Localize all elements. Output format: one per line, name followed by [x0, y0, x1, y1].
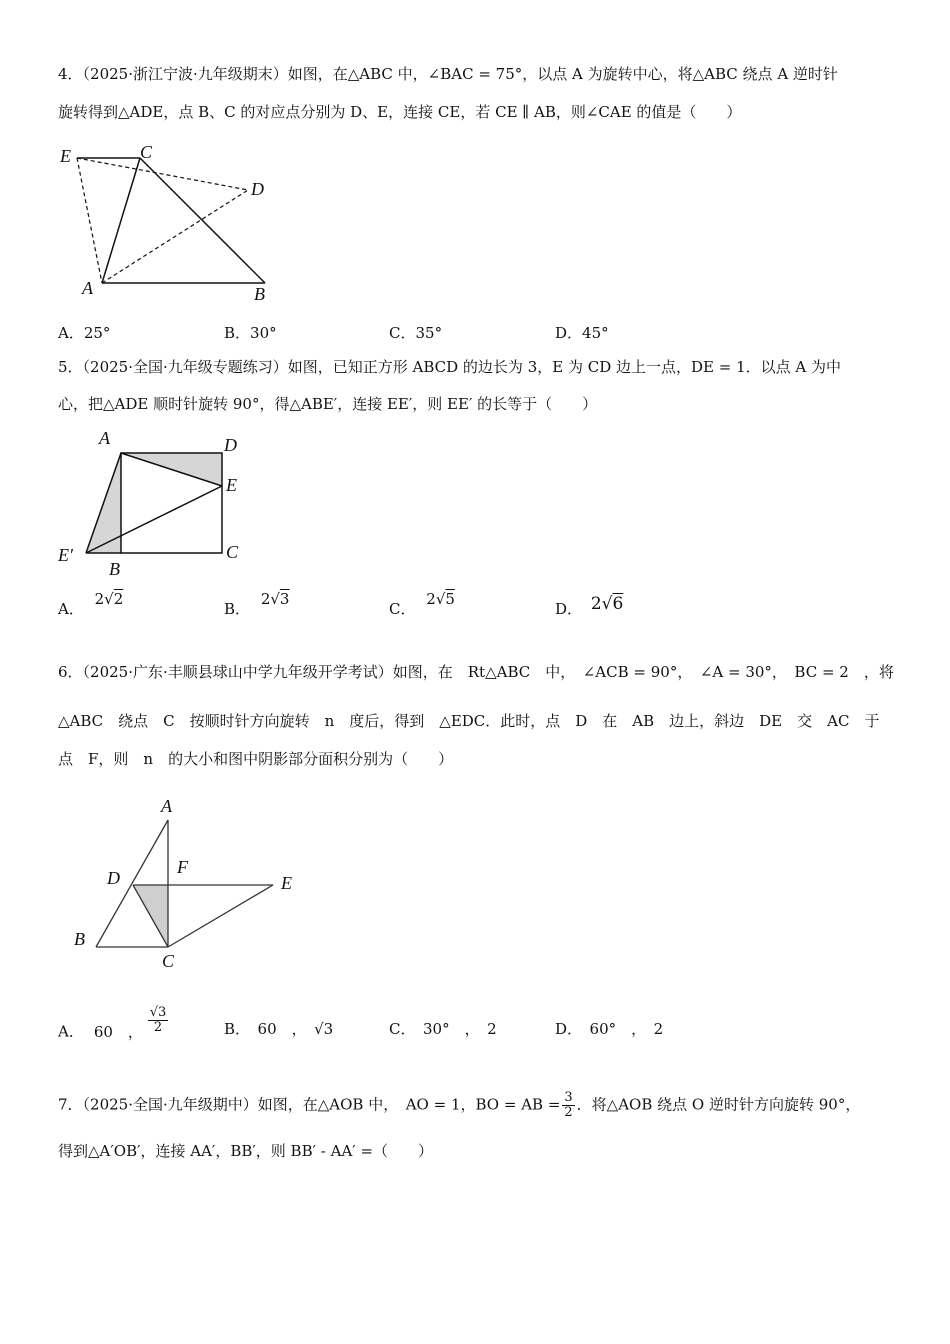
- q4-label-c: C: [140, 142, 153, 162]
- q5-option-b: B． 2√3: [224, 590, 290, 618]
- q5-option-c: C． 2√5: [389, 590, 455, 618]
- q5-line1: 5．（2025·全国·九年级专题练习）如图，已知正方形 ABCD 的边长为 3，E 为 CD 边上一点，DE = 1．以点 A 为中: [58, 358, 841, 376]
- q5-option-d: D． 2√6: [555, 594, 624, 618]
- q4-segment-ac: [102, 158, 140, 283]
- q4-figure: [55, 140, 285, 310]
- q5-label-c: C: [226, 542, 239, 562]
- q6-option-d: D． 60° ， 2: [555, 1020, 664, 1038]
- q5-label-a: A: [99, 428, 110, 448]
- q4-segment-cb: [140, 158, 265, 283]
- q5-option-a: A． 2√2: [58, 590, 124, 618]
- q4-segment-ad: [102, 190, 248, 283]
- q4-line2: 旋转得到△ADE，点 B、C 的对应点分别为 D、E，连接 CE，若 CE ∥ AB，则∠CAE 的值是（ ）: [58, 103, 742, 121]
- q6-label-d: D: [107, 868, 120, 888]
- q4-label-a: A: [82, 278, 93, 298]
- q6-line1: 6．（2025·广东·丰顺县球山中学九年级开学考试）如图，在 Rt△ABC 中， ∠ACB = 90°， ∠A = 30°， BC = 2 ，将: [58, 663, 894, 681]
- q6-line2: △ABC 绕点 C 按顺时针方向旋转 n 度后，得到 △EDC．此时，点 D 在 AB 边上，斜边 DE 交 AC 于: [58, 712, 880, 730]
- q6-label-c: C: [162, 951, 175, 971]
- q5-label-e-prime: E′: [58, 545, 73, 565]
- q6-option-b: B． 60 ， √3: [224, 1020, 334, 1038]
- q4-segment-ed: [77, 158, 248, 190]
- q6-option-a-fraction: $\frac{√3}{2}$: [149, 1005, 167, 1035]
- q4-line1: 4．（2025·浙江宁波·九年级期末）如图，在△ABC 中，∠BAC = 75°，以点 A 为旋转中心，将△ABC 绕点 A 逆时针: [58, 65, 838, 83]
- q5-line2: 心，把△ADE 顺时针旋转 90°，得△ABE′，连接 EE′，则 EE′ 的长等于（ ）: [58, 395, 598, 413]
- q4-option-b: B．30°: [224, 324, 277, 342]
- q6-segment-ec: [168, 885, 273, 947]
- q4-option-c: C．35°: [389, 324, 443, 342]
- q6-label-e: E: [281, 873, 292, 893]
- q4-label-d: D: [251, 179, 264, 199]
- q6-option-c: C． 30° ， 2: [389, 1020, 497, 1038]
- q6-option-a: A． 60 ， $\frac{√3}{2}$: [58, 1005, 167, 1041]
- q4-segment-ea: [77, 158, 102, 283]
- q5-label-d: D: [224, 435, 237, 455]
- q6-label-a: A: [161, 796, 172, 816]
- q6-label-f: F: [177, 857, 188, 877]
- q4-label-b: B: [254, 284, 265, 304]
- q5-label-b: B: [109, 559, 120, 579]
- q6-label-b: B: [74, 929, 85, 949]
- q6-line3: 点 F，则 n 的大小和图中阴影部分面积分别为（ ）: [58, 750, 454, 768]
- q4-label-e: E: [60, 146, 71, 166]
- q4-option-d: D．45°: [555, 324, 609, 342]
- q5-figure: [55, 425, 255, 583]
- q7-line1: 7．（2025·全国·九年级期中）如图，在△AOB 中， AO = 1，BO = AB = $\frac{3}{2}$ ．将△AOB 绕点 O 逆时针方向旋转 90°，: [58, 1090, 861, 1120]
- q7-line2: 得到△A′OB′，连接 AA′，BB′，则 BB′ - AA′ =（ ）: [58, 1142, 434, 1160]
- q5-label-e: E: [226, 475, 237, 495]
- q7-fraction: $\frac{3}{2}$: [564, 1090, 573, 1120]
- q6-figure: [55, 790, 315, 975]
- q4-option-a: A．25°: [58, 324, 111, 342]
